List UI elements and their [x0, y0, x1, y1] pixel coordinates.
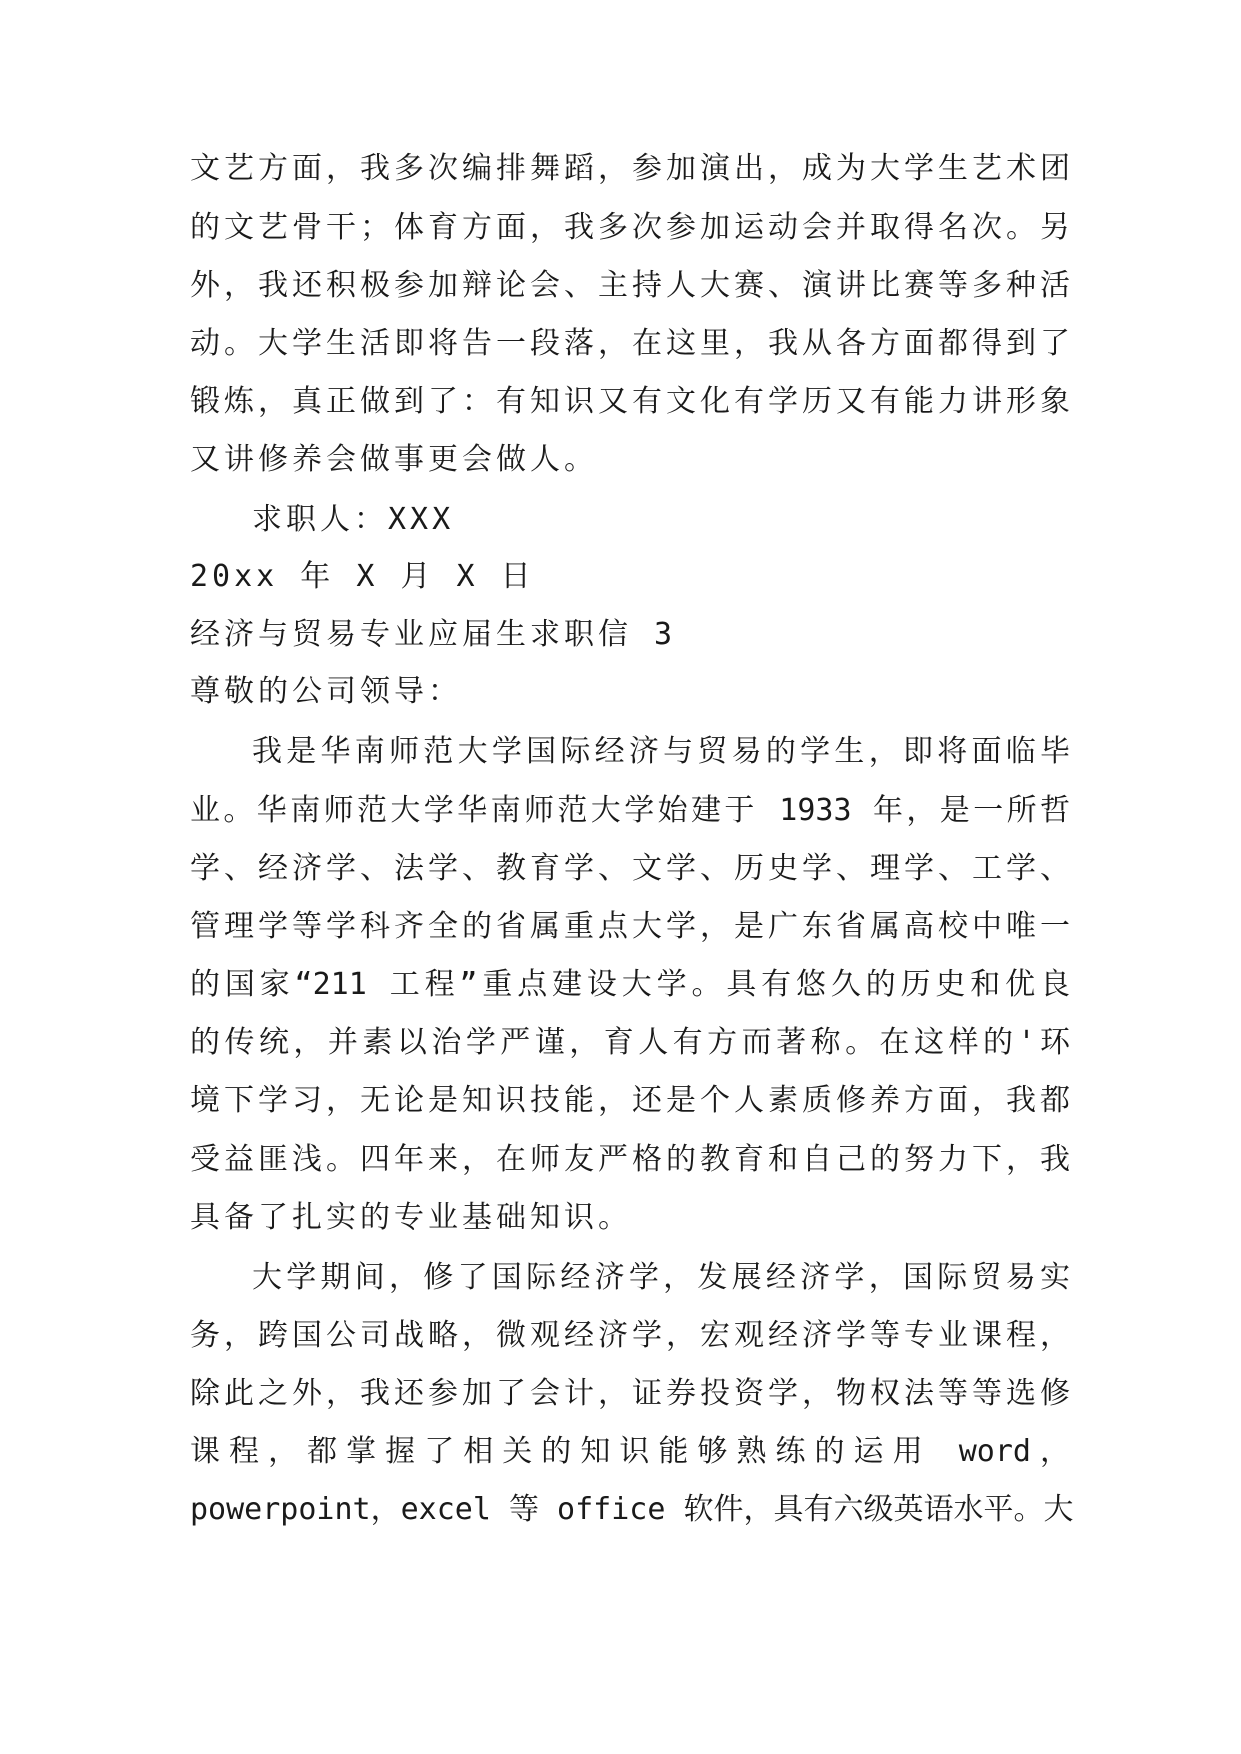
text-line: 学、经济学、法学、教育学、文学、历史学、理学、工学、: [190, 851, 1070, 886]
text-line: 又讲修养会做事更会做人。: [190, 442, 598, 477]
text-line: 外，我还积极参加辩论会、主持人大赛、演讲比赛等多种活: [190, 268, 1070, 303]
signature-line: 求职人：XXX: [252, 502, 455, 537]
text-line: 我是华南师范大学国际经济与贸易的学生，即将面临毕: [252, 734, 1070, 769]
text-line: 业。华南师范大学华南师范大学始建于 1933 年，是一所哲: [190, 793, 1070, 828]
text-line: 管理学等学科齐全的省属重点大学，是广东省属高校中唯一: [190, 909, 1070, 944]
text-line: 务，跨国公司战略，微观经济学，宏观经济学等专业课程，: [190, 1318, 1070, 1353]
text-line: 的国家“211 工程”重点建设大学。具有悠久的历史和优良: [190, 967, 1070, 1002]
text-line: 除此之外，我还参加了会计，证券投资学，物权法等等选修: [190, 1376, 1070, 1411]
section-title: 经济与贸易专业应届生求职信 3: [190, 617, 677, 652]
text-line: 的文艺骨干；体育方面，我多次参加运动会并取得名次。另: [190, 210, 1070, 245]
text-line: powerpoint，excel 等 office 软件，具有六级英语水平。大: [190, 1492, 1074, 1527]
text-line: 锻炼，真正做到了：有知识又有文化有学历又有能力讲形象: [190, 384, 1070, 419]
text-line: 的传统，并素以治学严谨，育人有方而著称。在这样的'环: [190, 1025, 1070, 1060]
text-line: 受益匪浅。四年来，在师友严格的教育和自己的努力下，我: [190, 1142, 1070, 1177]
text-line: 具备了扎实的专业基础知识。: [190, 1200, 632, 1235]
text-line: 文艺方面，我多次编排舞蹈，参加演出，成为大学生艺术团: [190, 151, 1070, 186]
date-line: 20xx 年 X 月 X 日: [190, 559, 535, 594]
text-line: 课程，都掌握了相关的知识能够熟练的运用 word，: [190, 1434, 1070, 1469]
text-line: 大学期间，修了国际经济学，发展经济学，国际贸易实: [252, 1260, 1070, 1295]
salutation: 尊敬的公司领导：: [190, 674, 462, 709]
text-line: 动。大学生活即将告一段落，在这里，我从各方面都得到了: [190, 326, 1070, 361]
text-line: 境下学习，无论是知识技能，还是个人素质修养方面，我都: [190, 1083, 1070, 1118]
